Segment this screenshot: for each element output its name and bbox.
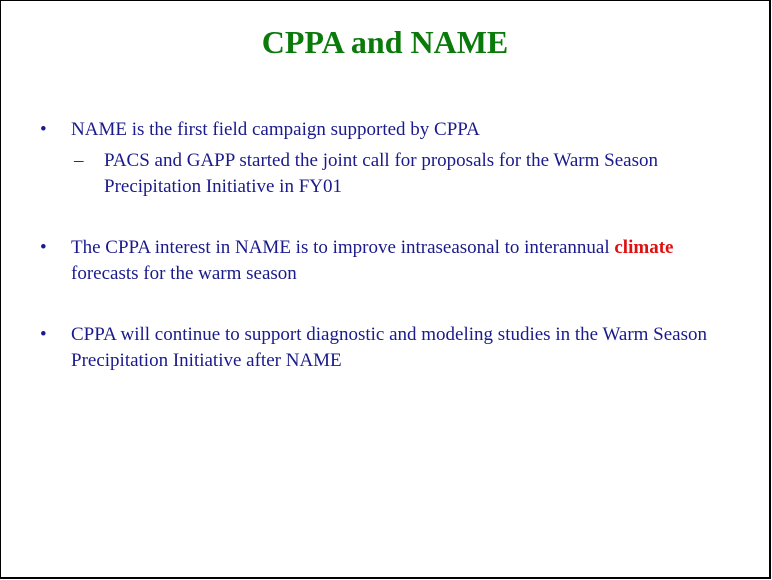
sub-bullet-item bbox=[1, 148, 769, 200]
bullet-text: CPPA will continue to support diagnostic and modeling studies in the Warm Season Precipitation Initiative after NAME bbox=[71, 324, 707, 371]
bullet-item bbox=[1, 235, 769, 287]
bullet-item bbox=[1, 322, 769, 374]
bullet-text-before: The CPPA interest in NAME is to improve intraseasonal to interannual bbox=[71, 237, 615, 258]
slide-title: CPPA and NAME bbox=[261, 24, 509, 60]
sub-bullet-text: PACS and GAPP started the joint call for proposals for the Warm Season Precipitation Initiative in FY01 bbox=[104, 150, 658, 197]
bullet-item bbox=[1, 117, 769, 143]
bullet-marker: • bbox=[40, 237, 47, 258]
sub-bullet-marker: – bbox=[74, 150, 84, 171]
bullet-marker: • bbox=[40, 119, 47, 140]
bullet-text: NAME is the first field campaign supported by CPPA bbox=[71, 119, 480, 140]
bullet-marker: • bbox=[40, 324, 47, 345]
bullet-text-after: forecasts for the warm season bbox=[71, 263, 297, 284]
highlight-word: climate bbox=[614, 237, 674, 258]
bullet-list bbox=[1, 117, 769, 374]
